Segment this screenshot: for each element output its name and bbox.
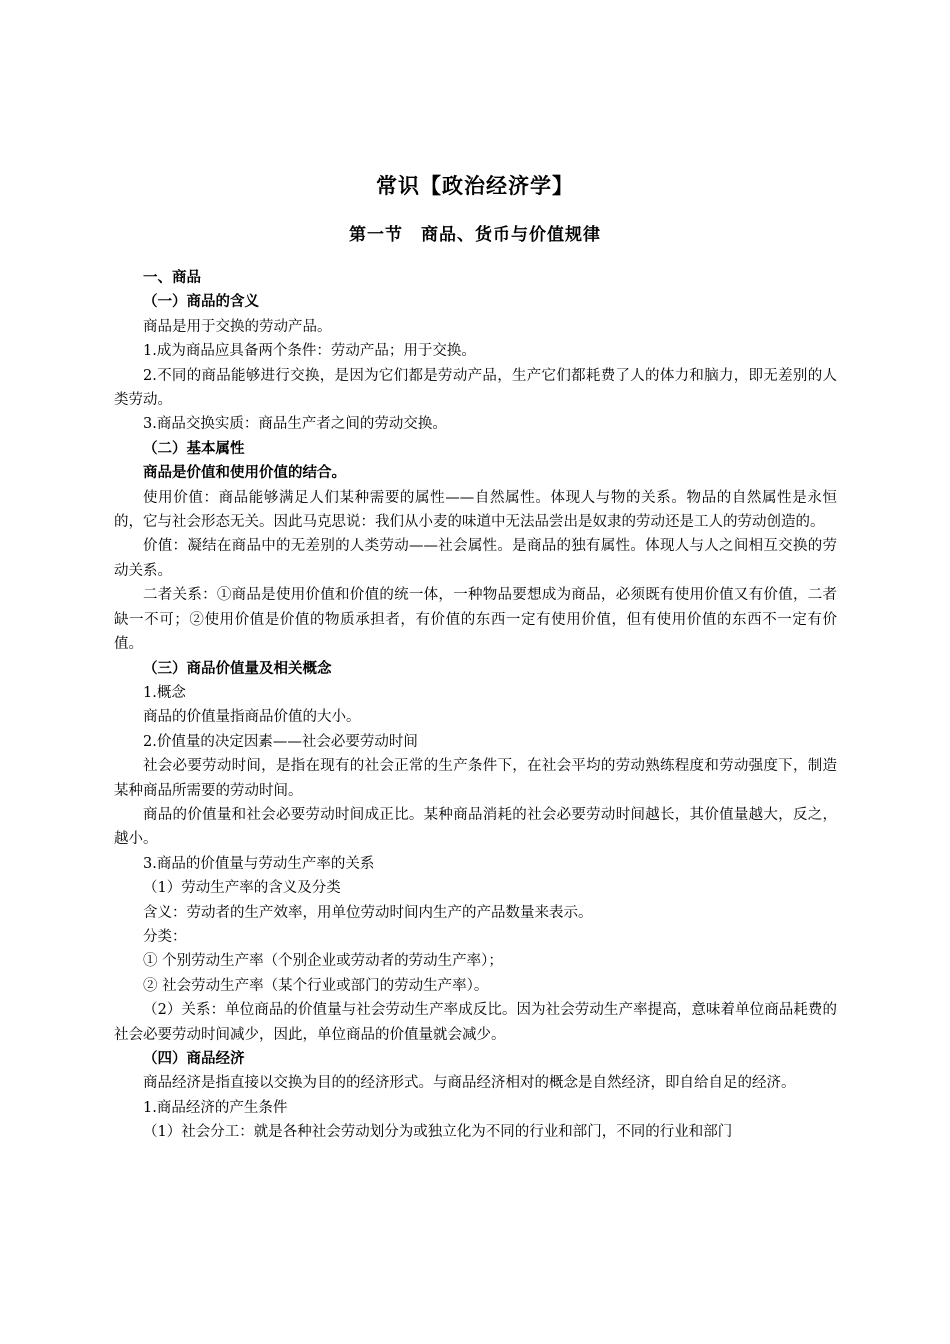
paragraph: 社会必要劳动时间，是指在现有的社会正常的生产条件下，在社会平均的劳动熟练程度和劳动强度下，制造某种商品所需要的劳动时间。 bbox=[114, 758, 837, 799]
bold-statement: 商品是价值和使用价值的结合。 bbox=[143, 465, 346, 482]
heading-2: （三）商品价值量及相关概念 bbox=[143, 660, 332, 677]
paragraph: 商品的价值量和社会必要劳动时间成正比。某种商品消耗的社会必要劳动时间越长，其价值量越大，反之，越小。 bbox=[114, 806, 837, 848]
heading-2: （二）基本属性 bbox=[143, 440, 245, 457]
heading-2: （四）商品经济 bbox=[143, 1051, 245, 1067]
paragraph: 含义：劳动者的生产效率，用单位劳动时间内生产的产品数量来表示。 bbox=[143, 904, 593, 921]
paragraph: 使用价值：商品能够满足人们某种需要的属性——自然属性。体现人与物的关系。物品的自然属性是永恒的，它与社会形态无关。因此马克思说：我们从小麦的味道中无法品尝出是奴隶的劳动还是工人的劳动创造的。 bbox=[114, 489, 837, 531]
heading-1: 一、商品 bbox=[143, 270, 201, 286]
paragraph: （1）劳动生产率的含义及分类 bbox=[143, 880, 341, 897]
paragraph: 价值：凝结在商品中的无差别的人类劳动——社会属性。是商品的独有属性。体现人与人之间相互交换的劳动关系。 bbox=[114, 538, 837, 579]
paragraph: （1）社会分工：就是各种社会劳动划分为或独立化为不同的行业和部门，不同的行业和部门 bbox=[143, 1124, 733, 1141]
paragraph: 二者关系：①商品是使用价值和价值的统一体，一种物品要想成为商品，必须既有使用价值又有价值，二者缺一不可；②使用价值是价值的物质承担者，有价值的东西一定有使用价值，但有使用价值的东西不一定有价值。 bbox=[114, 587, 837, 653]
paragraph: 1.商品经济的产生条件 bbox=[143, 1099, 288, 1116]
document-body bbox=[114, 266, 837, 1145]
paragraph: （2）关系：单位商品的价值量与社会劳动生产率成反比。因为社会劳动生产率提高，意味着单位商品耗费的社会必要劳动时间减少，因此，单位商品的价值量就会减少。 bbox=[114, 1002, 837, 1043]
paragraph: 分类： bbox=[143, 928, 187, 945]
paragraph: 3.商品的价值量与劳动生产率的关系 bbox=[143, 855, 375, 872]
heading-2: （一）商品的含义 bbox=[143, 294, 259, 311]
paragraph: 3.商品交换实质：商品生产者之间的劳动交换。 bbox=[143, 416, 447, 433]
list-item: ② 社会劳动生产率（某个行业或部门的劳动生产率）。 bbox=[143, 977, 489, 994]
paragraph: 商品的价值量指商品价值的大小。 bbox=[143, 709, 361, 726]
paragraph: 1.概念 bbox=[143, 684, 186, 701]
paragraph: 2.不同的商品能够进行交换，是因为它们都是劳动产品，生产它们都耗费了人的体力和脑力，即无差别的人类劳动。 bbox=[114, 367, 837, 409]
list-item: ① 个别劳动生产率（个别企业或劳动者的劳动生产率）； bbox=[143, 953, 503, 970]
paragraph: 1.成为商品应具备两个条件：劳动产品；用于交换。 bbox=[143, 343, 476, 360]
section-title: 第一节 商品、货币与价值规律 bbox=[349, 225, 601, 245]
paragraph: 2.价值量的决定因素——社会必要劳动时间 bbox=[143, 733, 418, 750]
paragraph: 商品是用于交换的劳动产品。 bbox=[143, 318, 332, 335]
document-title: 常识【政治经济学】 bbox=[376, 174, 574, 198]
paragraph: 商品经济是指直接以交换为目的的经济形式。与商品经济相对的概念是自然经济，即自给自足的经济。 bbox=[143, 1075, 796, 1092]
